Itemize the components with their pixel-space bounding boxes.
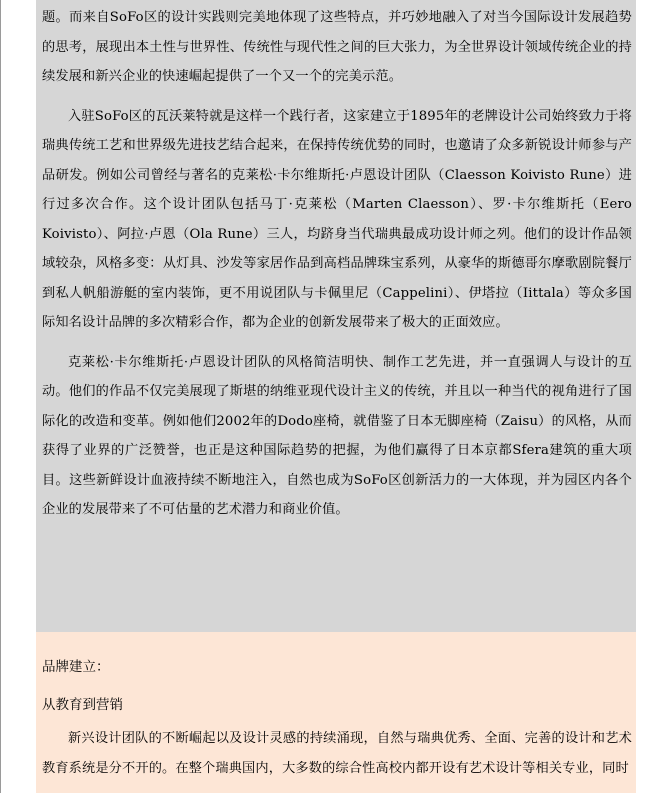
section-subtitle: 从教育到营销: [42, 697, 123, 713]
brand-section: [36, 632, 636, 793]
section-paragraph: 新兴设计团队的不断崛起以及设计灵感的持续涌现，自然与瑞典优秀、全面、完善的设计和艺术教育系统是分不开的。在整个瑞典国内，大多数的综合性高校内都开设有艺术设计等相关专业，同时: [42, 731, 632, 776]
paragraph-2: 入驻SoFo区的瓦沃莱特就是这样一个践行者，这家建立于1895年的老牌设计公司始终致力于将瑞典传统工艺和世界级先进技艺结合起来，在保持传统优势的同时，也邀请了众多新锐设计师参与产品研发。例如公司曾经与著名的克莱松·卡尔维斯托·卢恩设计团队（Claesson Koivisto Rune）进行过多次合作。这个设计团队包括马丁·克莱松（Marten Claesson）、罗·卡尔维斯托（Eero Koivisto）、阿拉·卢恩（Ola Rune）三人，均跻身当代瑞典最成功设计师之列。他们的设计作品领域较杂，风格多变：从灯具、沙发等家居作品到高档品牌珠宝系列，从豪华的斯德哥尔摩歌剧院餐厅到私人帆船游艇的室内装饰，更不用说团队与卡佩里尼（Cappelini）、伊塔拉（Iittala）等众多国际知名设计品牌的多次精彩合作，都为企业的创新发展带来了极大的正面效应。: [42, 108, 632, 330]
section-title: 品牌建立：: [42, 659, 110, 675]
paragraph-3: 克莱松·卡尔维斯托·卢恩设计团队的风格简洁明快、制作工艺先进，并一直强调人与设计的互动。他们的作品不仅完美展现了斯堪的纳维亚现代设计主义的传统，并且以一种当代的视角进行了国际化的改造和变革。例如他们2002年的Dodo座椅，就借鉴了日本无脚座椅（Zaisu）的风格，从而获得了业界的广泛赞誉，也正是这种国际趋势的把握，为他们赢得了日本京都Sfera建筑的重大项目。这些新鲜设计血液持续不断地注入，自然也成为SoFo区创新活力的一大体现，并为园区内各个企业的发展带来了不可估量的艺术潜力和商业价值。: [42, 354, 632, 517]
paragraph-1: 题。而来自SoFo区的设计实践则完美地体现了这些特点，并巧妙地融入了对当今国际设计发展趋势的思考，展现出本土性与世界性、传统性与现代性之间的巨大张力，为全世界设计领域传统企业的持续发展和新兴企业的快速崛起提供了一个又一个的完美示范。: [42, 10, 632, 84]
body-text-block: [36, 0, 636, 632]
